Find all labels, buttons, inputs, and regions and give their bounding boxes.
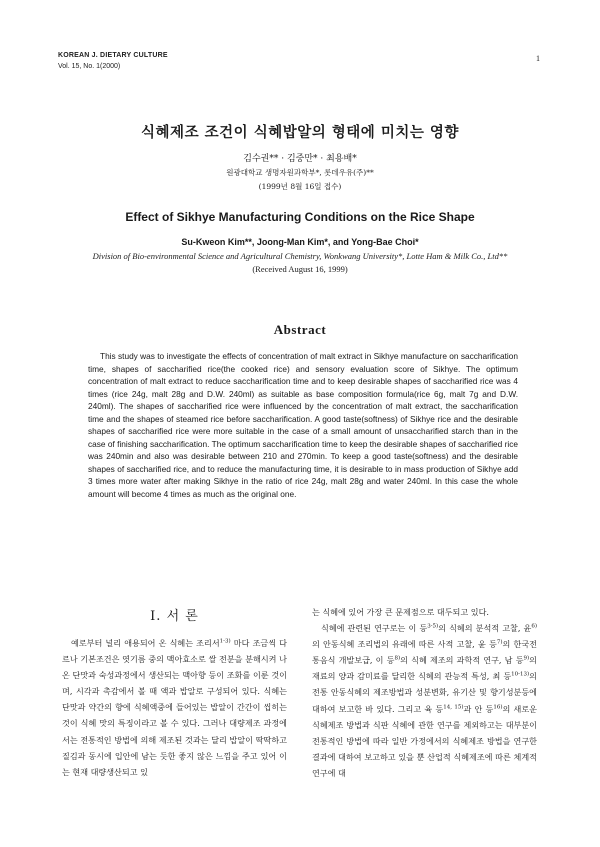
right-column [312,604,537,781]
intro-text: 의 식혜 제조의 과학적 연구, 남 등 [400,655,524,666]
abstract-text: This study was to investigate the effects of concentration of malt extract in Sikhye manufacture on saccharification time, shapes of saccharified rice(the cooked rice) and sensory evaluation score of Sikhye. The optimum concentration of malt extract to reduce saccharification time and to keep desirable shapes of saccharified rice was 4 times (rice 24g, malt 28g and D.W. 240ml) as suitable as base composition formula(rice 6g, malt 7g and D.W. 240ml). The shapes of saccharified rice were influenced by the concentration of malt extract, the saccharification time and the shapes of steamed rice before saccharification. A good taste(softness) of Sikhye rice and the desirable shapes of saccharified rice were more suitable in the case of a small amount of unsaccharified starch than in the case of finishing saccharification. The optimum saccharification time to keep the desirable shapes of saccharified rice was 240min and also was desirable between 210 and 270min. To keep a good taste(softness) and the desirable shapes of saccharified rice, and to reduce the manufacturing time, it is desirable to in mass production of Sikhye add 3 times more water after making Sikhye in the ratio of rice 24g, malt 28g and water 240ml. In this case the whole amount will become 4 times as much as the original one. [88,351,518,499]
reference-marker: 7) [496,639,503,646]
title-korean: 식혜제조 조건이 식혜밥알의 형태에 미치는 영향 [141,125,459,141]
intro-text: 의 식혜의 분석적 고찰, 윤 [438,623,532,634]
reference-marker: 16) [493,703,503,710]
intro-text: 예로부터 널리 애용되어 온 식혜는 조리서 [71,638,220,648]
authors-korean: 김수권** · 김중만* · 최용배* [243,154,357,164]
authors-english: Su-Kweon Kim**, Joong-Man Kim*, and Yong-Bae Choi* [181,237,419,247]
section-heading-introduction: I. 서 론 [150,609,199,624]
received-date-english: (Received August 16, 1999) [252,264,348,274]
affiliation-korean: 원광대학교 생명자원과학부*, 롯데우유(주)** [226,168,374,177]
reference-marker: 14, 15) [443,703,464,710]
reference-marker: 9) [523,655,530,662]
title-english: Effect of Sikhye Manufacturing Conditions on the Rice Shape [125,210,475,224]
reference-marker: 6) [531,623,537,630]
intro-paragraph-continuation: 는 식혜에 있어 가장 큰 문제점으로 대두되고 있다. [312,607,489,617]
intro-paragraph-2 [312,620,537,781]
intro-text: 의 재료의 양과 감미료를 달리한 식혜의 관능적 특성, 최 등 [312,655,537,682]
intro-text: 식혜에 관련된 연구로는 이 등 [321,623,428,634]
intro-text: 의 한국전통음식 개발보급, 이 등 [312,639,537,666]
abstract-heading: Abstract [273,322,327,337]
intro-paragraph-1 [62,635,287,780]
intro-text: 의 안동식혜 조리법의 유래에 따른 사적 고찰, 윤 등 [312,639,497,650]
intro-text: 의 새로운 식혜제조 방법과 식판 식혜에 관한 연구를 제외하고는 대부분이 전통적인 방법에 따라 일반 가정에서의 식혜제조 방법을 연구한 결과에 대하여 보고하고 있을 뿐 산업적 식혜제조에 따른 체계적 연구에 대 [312,703,537,778]
reference-marker: 1-3) [219,638,231,645]
left-column [62,605,287,780]
journal-name: KOREAN J. DIETARY CULTURE [58,52,168,59]
journal-header [58,50,168,72]
journal-volume: Vol. 15, No. 1(2000) [58,63,121,70]
affiliation-english: Division of Bio-environmental Science and Agricultural Chemistry, Wonkwang University*, Lotte Ham & Milk Co., Ltd** [92,251,508,261]
received-date-korean: (1999년 8월 16일 접수) [258,182,342,191]
reference-marker: 3-5) [427,623,439,630]
intro-text: 마다 조금씩 다르나 기본조건은 엿기름 중의 맥아효소로 쌀 전분을 분해시켜 나온 단맛과 숙성과정에서 생산되는 맥아향 등이 조화를 이룬 것이며, 시각과 촉감에서 볼 때 액과 밥알로 구성되어 있다. 식혜는 단맛과 약간의 향에 식혜액중에 들어있는 밥알이 간간이 씹히는 것이 식혜 맛의 특징이라고 볼 수 있다. 그러나 대량제조 과정에서는 전통적인 방법에 의해 제조된 것과는 달리 밥알이 딱딱하고 질김과 동시에 입안에 남는 듯한 좋지 않은 느낌을 주고 있어 이는 현재 대량생산되고 있 [62,638,287,777]
reference-marker: 8) [394,655,401,662]
intro-text: 의 전통 안동식혜의 제조방법과 성분변화, 유기산 및 향기성분등에 대하여 보고한 바 있다. 그리고 육 등 [312,671,537,714]
page-number: 1 [536,54,540,63]
intro-text: 과 안 등 [463,703,494,714]
reference-marker: 10-13) [511,671,530,678]
